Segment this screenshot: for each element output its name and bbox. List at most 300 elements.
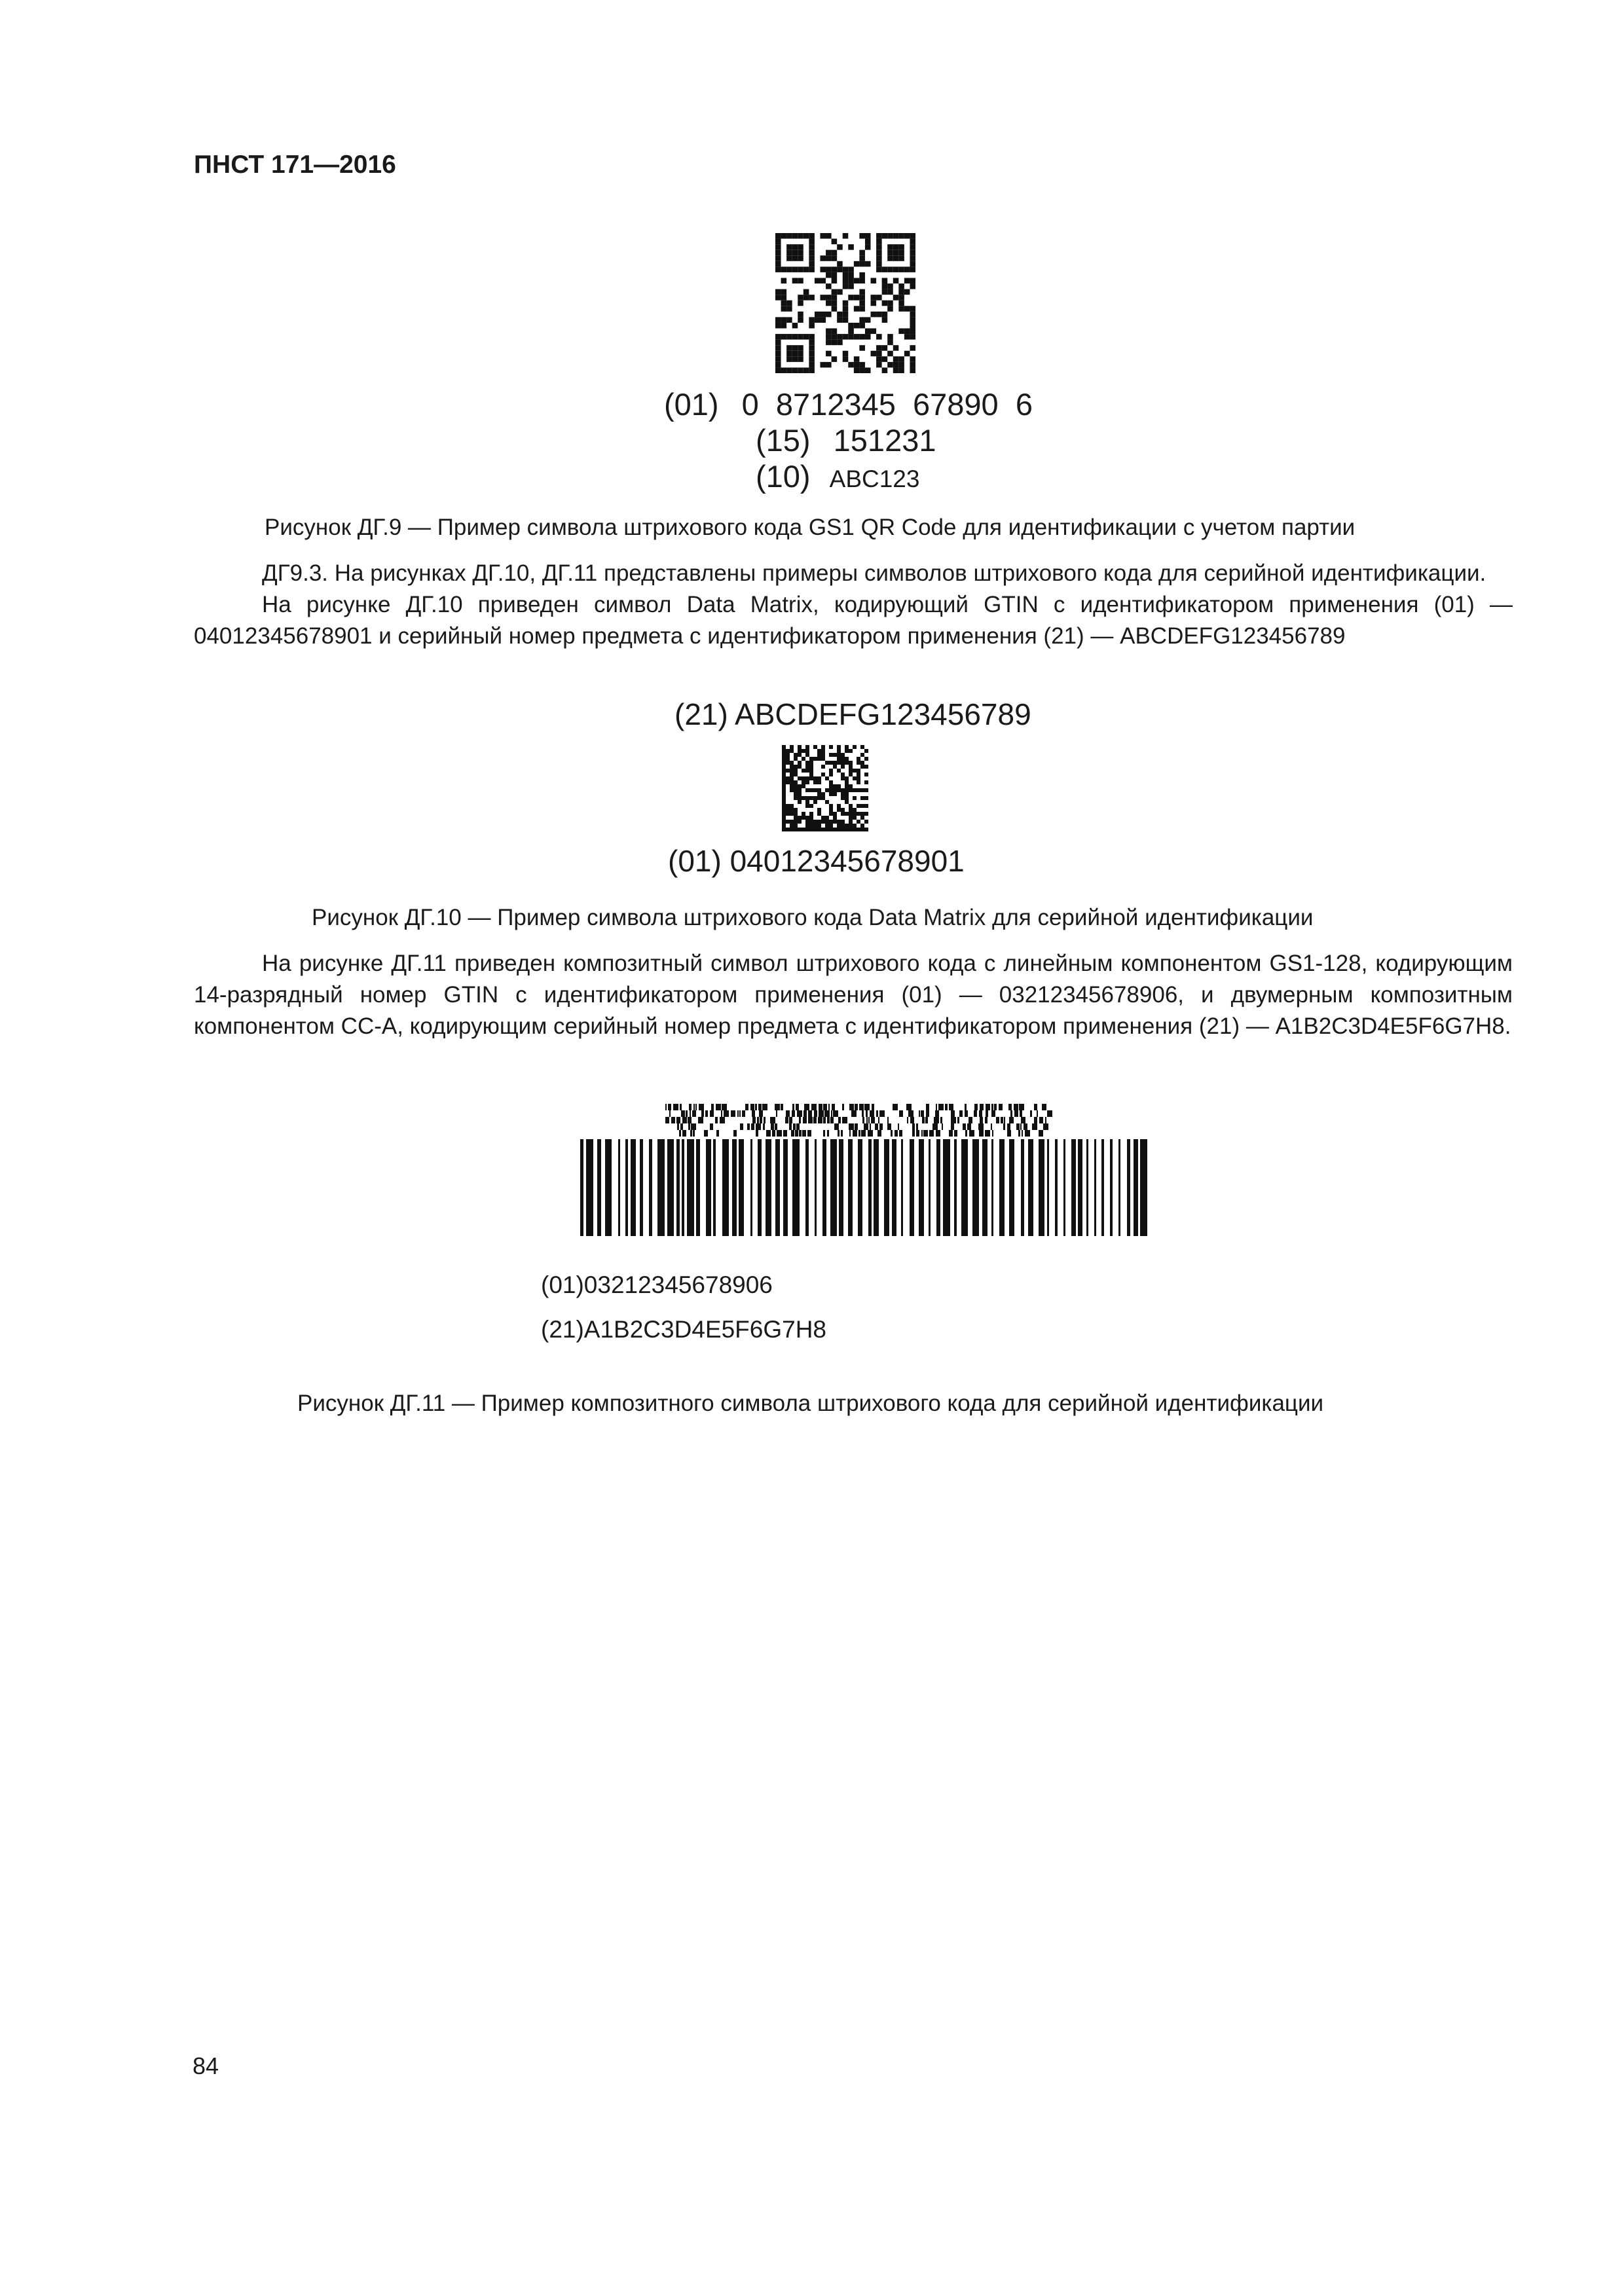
datamatrix-module — [821, 753, 825, 757]
qr-module — [809, 323, 815, 329]
datamatrix-module — [802, 784, 805, 788]
qr-module — [904, 334, 910, 340]
cc-module — [828, 1104, 830, 1110]
datamatrix-module — [829, 761, 833, 765]
cc-module — [994, 1104, 997, 1110]
datamatrix-module — [821, 773, 825, 776]
cc-module — [759, 1110, 763, 1117]
qr-module — [859, 272, 865, 278]
datamatrix-module — [829, 773, 833, 776]
linear-bar — [605, 1139, 612, 1236]
qr-module — [809, 367, 815, 373]
cc-module — [792, 1104, 794, 1110]
datamatrix-module — [813, 745, 817, 749]
cc-module — [1037, 1110, 1038, 1117]
datamatrix-module — [837, 757, 841, 761]
datamatrix-module — [849, 828, 853, 831]
cc-module — [669, 1110, 671, 1117]
qr-module — [809, 266, 815, 272]
cc-module — [676, 1117, 680, 1123]
qr-module — [781, 289, 787, 295]
qr-module — [898, 367, 904, 373]
cc-module — [954, 1130, 957, 1137]
datamatrix-module — [809, 816, 813, 820]
linear-bar — [739, 1139, 744, 1236]
cc-module — [1003, 1123, 1005, 1130]
cc-module — [951, 1117, 956, 1123]
qr-label-15-ai: (15) — [756, 423, 811, 458]
datamatrix-module — [825, 788, 829, 792]
cc-module — [721, 1110, 722, 1117]
datamatrix-module — [805, 824, 809, 828]
cc-module — [811, 1104, 817, 1110]
cc-module — [827, 1117, 830, 1123]
datamatrix-module — [809, 788, 813, 792]
qr-module — [859, 255, 865, 261]
datamatrix-module — [853, 816, 857, 820]
datamatrix-module — [845, 796, 849, 800]
cc-module — [932, 1123, 938, 1130]
datamatrix-module — [857, 757, 860, 761]
cc-module — [819, 1110, 824, 1117]
qr-module — [837, 317, 843, 323]
qr-module — [848, 272, 854, 278]
datamatrix-module — [837, 788, 841, 792]
datamatrix-module — [837, 761, 841, 765]
datamatrix-module — [790, 804, 794, 808]
datamatrix-module — [798, 745, 802, 749]
cc-module — [1009, 1117, 1014, 1123]
qr-module — [809, 345, 815, 351]
cc-module — [978, 1123, 984, 1130]
qr-module — [882, 367, 888, 373]
linear-bar — [1118, 1139, 1120, 1236]
cc-module — [796, 1104, 799, 1110]
cc-module — [1007, 1123, 1010, 1130]
datamatrix-module — [817, 788, 821, 792]
datamatrix-module — [853, 769, 857, 773]
linear-bar — [1047, 1139, 1049, 1236]
linear-bar — [1063, 1139, 1065, 1236]
cc-module — [1025, 1130, 1030, 1137]
qr-module — [775, 351, 781, 357]
datamatrix-module — [794, 773, 798, 776]
cc-module — [936, 1130, 940, 1137]
qr-module — [798, 334, 803, 340]
datamatrix-module — [794, 812, 798, 816]
datamatrix-module — [860, 824, 864, 828]
qr-module — [792, 334, 798, 340]
datamatrix-module — [853, 828, 857, 831]
datamatrix-module — [833, 828, 837, 831]
cc-module — [870, 1123, 871, 1130]
cc-module — [841, 1130, 843, 1137]
datamatrix-module — [790, 820, 794, 824]
qr-module — [887, 351, 893, 357]
qr-module — [887, 233, 893, 239]
cc-module — [1039, 1117, 1043, 1123]
cc-module — [957, 1117, 959, 1123]
qr-module — [904, 329, 910, 335]
qr-module — [854, 362, 860, 368]
qr-module — [775, 295, 781, 301]
qr-module — [826, 233, 832, 239]
datamatrix-module — [845, 812, 849, 816]
datamatrix-module — [825, 824, 829, 828]
datamatrix-module — [782, 780, 786, 784]
datamatrix-module — [825, 761, 829, 765]
datamatrix-module — [849, 808, 853, 812]
datamatrix-module — [805, 765, 809, 769]
datamatrix-module — [853, 796, 857, 800]
cc-module — [770, 1117, 775, 1123]
cc-module — [705, 1110, 708, 1117]
datamatrix-module — [782, 828, 786, 831]
linear-bar — [910, 1139, 914, 1236]
cc-module — [842, 1104, 844, 1110]
qr-module — [859, 301, 865, 306]
qr-module — [848, 334, 854, 340]
datamatrix-module — [864, 828, 868, 831]
cc-module — [682, 1130, 686, 1137]
datamatrix-module — [802, 828, 805, 831]
qr-module — [848, 329, 854, 335]
datamatrix-module — [853, 776, 857, 780]
datamatrix-module — [833, 765, 837, 769]
cc-module — [992, 1130, 993, 1137]
cc-module — [686, 1110, 688, 1117]
datamatrix-module — [833, 788, 837, 792]
qr-module — [910, 233, 915, 239]
cc-module — [949, 1130, 953, 1137]
datamatrix-module — [782, 757, 786, 761]
cc-module — [908, 1110, 913, 1117]
datamatrix-module — [821, 745, 825, 749]
datamatrix-module — [786, 808, 790, 812]
qr-label-01-value: 0 8712345 67890 6 — [741, 387, 1033, 422]
qr-module — [798, 266, 803, 272]
datamatrix-module — [864, 749, 868, 753]
datamatrix-module — [849, 816, 853, 820]
datamatrix-module — [864, 796, 868, 800]
cc-module — [1018, 1130, 1020, 1137]
figure-dg9-caption: Рисунок ДГ.9 — Пример символа штрихового кода GS1 QR Code для идентификации с учетом партии — [265, 515, 1356, 540]
cc-module — [910, 1117, 914, 1123]
qr-module — [904, 289, 910, 295]
datamatrix-module — [849, 769, 853, 773]
cc-module — [752, 1110, 755, 1117]
figure-dg10-caption: Рисунок ДГ.10 — Пример символа штрихового кода Data Matrix для серийной идентификации — [312, 905, 1314, 930]
datamatrix-module — [798, 761, 802, 765]
qr-module — [898, 283, 904, 289]
datamatrix-module — [817, 812, 821, 816]
cc-module — [763, 1123, 765, 1130]
qr-module — [798, 295, 803, 301]
qr-label-10 — [756, 458, 919, 494]
datamatrix-module — [829, 808, 833, 812]
linear-bar — [766, 1139, 771, 1236]
linear-bar — [982, 1139, 987, 1236]
cc-module — [688, 1117, 692, 1123]
cc-module — [974, 1104, 978, 1110]
qr-module — [882, 266, 888, 272]
cc-module — [793, 1123, 796, 1130]
datamatrix-module — [825, 820, 829, 824]
linear-bar — [936, 1139, 940, 1236]
cc-module — [974, 1110, 977, 1117]
linear-bar — [961, 1139, 968, 1236]
qr-module — [859, 345, 865, 351]
linear-bar — [999, 1139, 1005, 1236]
paragraph-dg93-first: ДГ9.3. На рисунках ДГ.10, ДГ.11 представлены примеры символов штрихового кода для серийной идентификации. — [262, 560, 1486, 586]
datamatrix-module — [786, 804, 790, 808]
cc-module — [751, 1123, 754, 1130]
datamatrix-module — [798, 820, 802, 824]
qr-module — [820, 295, 826, 301]
datamatrix-module — [841, 792, 845, 796]
datamatrix-module — [790, 769, 794, 773]
datamatrix-module — [805, 753, 809, 757]
qr-module — [871, 295, 877, 301]
qr-module — [809, 233, 815, 239]
datamatrix-module — [794, 788, 798, 792]
qr-label-10-ai: (10) — [756, 459, 811, 494]
qr-module — [809, 356, 815, 362]
cc-module — [710, 1110, 714, 1117]
qr-module — [876, 351, 882, 357]
qr-module — [820, 266, 826, 272]
datamatrix-module — [841, 824, 845, 828]
qr-module — [832, 250, 838, 256]
cc-module — [799, 1130, 802, 1137]
linear-bar — [815, 1139, 817, 1236]
qr-module — [843, 312, 849, 318]
datamatrix-module — [809, 773, 813, 776]
qr-label-15-value: 151231 — [833, 423, 936, 458]
datamatrix-module — [837, 804, 841, 808]
cc-module — [1043, 1123, 1048, 1130]
qr-module — [792, 351, 798, 357]
qr-module — [781, 317, 787, 323]
datamatrix-module — [805, 788, 809, 792]
cc-module — [1034, 1104, 1037, 1110]
cc-module — [1039, 1130, 1043, 1137]
linear-bar — [839, 1139, 843, 1236]
qr-module — [910, 278, 915, 283]
datamatrix-module — [790, 784, 794, 788]
qr-module — [826, 250, 832, 256]
cc-module — [1016, 1123, 1020, 1130]
qr-module — [832, 306, 838, 312]
qr-module — [786, 244, 792, 250]
datamatrix-module — [845, 792, 849, 796]
linear-bar — [972, 1139, 979, 1236]
cc-module — [859, 1104, 864, 1110]
datamatrix-module — [837, 769, 841, 773]
cc-module — [849, 1130, 851, 1137]
qr-module — [843, 283, 849, 289]
qr-module — [871, 301, 877, 306]
cc-module — [963, 1123, 966, 1130]
datamatrix-module — [813, 776, 817, 780]
datamatrix-module — [802, 780, 805, 784]
qr-module — [792, 367, 798, 373]
datamatrix-module — [849, 773, 853, 776]
datamatrix-module — [841, 828, 845, 831]
datamatrix-module — [833, 820, 837, 824]
cc-module — [912, 1123, 915, 1130]
cc-module — [665, 1117, 669, 1123]
cc-module — [926, 1110, 929, 1117]
cc-module — [690, 1110, 691, 1117]
cc-module — [980, 1117, 983, 1123]
datamatrix-module — [805, 828, 809, 831]
qr-module — [809, 239, 815, 245]
cc-module — [766, 1130, 771, 1137]
datamatrix-module — [798, 753, 802, 757]
qr-module — [786, 250, 792, 256]
qr-module — [876, 266, 882, 272]
linear-bar — [874, 1139, 879, 1236]
cc-module — [895, 1130, 898, 1137]
datamatrix-module — [802, 812, 805, 816]
page-number: 84 — [193, 2052, 219, 2079]
qr-module — [826, 295, 832, 301]
cc-module — [731, 1110, 735, 1117]
datamatrix-module — [805, 820, 809, 824]
datamatrix-module — [786, 749, 790, 753]
datamatrix-module — [857, 828, 860, 831]
cc-module — [965, 1130, 967, 1137]
cc-module — [681, 1110, 685, 1117]
qr-module — [843, 317, 849, 323]
datamatrix-module — [860, 816, 864, 820]
cc-module — [851, 1110, 857, 1117]
cc-module — [789, 1123, 792, 1130]
datamatrix-module — [813, 788, 817, 792]
qr-module — [798, 301, 803, 306]
datamatrix-module — [857, 812, 860, 816]
datamatrix-module — [805, 769, 809, 773]
datamatrix-module — [821, 816, 825, 820]
datamatrix-module — [853, 745, 857, 749]
cc-module — [775, 1123, 777, 1130]
datamatrix-module — [809, 765, 813, 769]
qr-module — [854, 356, 860, 362]
datamatrix-module — [849, 784, 853, 788]
datamatrix-module — [790, 788, 794, 792]
qr-module — [904, 266, 910, 272]
barcode-label-01: (01)03212345678906 — [541, 1271, 773, 1298]
datamatrix-module — [845, 745, 849, 749]
linear-bar — [1039, 1139, 1044, 1236]
qr-module — [898, 301, 904, 306]
cc-module — [912, 1130, 915, 1137]
datamatrix-module — [825, 776, 829, 780]
linear-bar — [687, 1139, 694, 1236]
qr-module — [837, 289, 843, 295]
qr-module — [882, 233, 888, 239]
datamatrix-module — [864, 820, 868, 824]
datamatrix-module — [857, 820, 860, 824]
qr-module — [848, 283, 854, 289]
cc-module — [668, 1104, 671, 1110]
cc-module — [795, 1130, 798, 1137]
qr-module — [803, 266, 809, 272]
qr-module — [876, 233, 882, 239]
datamatrix-module — [794, 765, 798, 769]
linear-bar — [929, 1139, 931, 1236]
datamatrix-module — [809, 824, 813, 828]
qr-module — [882, 301, 888, 306]
datamatrix-module — [794, 828, 798, 831]
qr-module — [882, 345, 888, 351]
qr-module — [786, 233, 792, 239]
qr-label-01-ai: (01) — [664, 387, 719, 422]
datamatrix-module — [845, 824, 849, 828]
linear-bar — [1134, 1139, 1138, 1236]
cc-module — [842, 1117, 847, 1123]
cc-module — [720, 1117, 725, 1123]
cc-module — [762, 1104, 767, 1110]
datamatrix-module — [860, 828, 864, 831]
qr-module — [809, 362, 815, 368]
cc-module — [838, 1130, 840, 1137]
qr-module — [882, 283, 888, 289]
qr-module — [832, 272, 838, 278]
qr-module — [859, 317, 865, 323]
datamatrix-module — [782, 820, 786, 824]
qr-module — [859, 323, 865, 329]
qr-module — [820, 312, 826, 318]
cc-module — [1008, 1104, 1012, 1110]
qr-module — [832, 278, 838, 283]
datamatrix-module — [782, 812, 786, 816]
qr-module — [893, 345, 899, 351]
cc-module — [691, 1123, 696, 1130]
datamatrix-module — [782, 765, 786, 769]
datamatrix-module — [798, 776, 802, 780]
qr-module — [781, 367, 787, 373]
qr-module — [904, 233, 910, 239]
cc-module — [935, 1110, 939, 1117]
linear-bar — [1140, 1139, 1147, 1236]
linear-bar — [783, 1139, 788, 1236]
qr-module — [854, 278, 860, 283]
qr-module — [910, 362, 915, 368]
datamatrix-module — [860, 812, 864, 816]
qr-module — [854, 261, 860, 267]
qr-module — [882, 317, 888, 323]
datamatrix-module — [790, 780, 794, 784]
paragraph-dg11-text: На рисунке ДГ.11 приведен композитный символ штрихового кода с линейным компонентом GS1-128, кодирующим 14-разрядный номер GTIN с идентификатором применения (01) — 03212345678906, и двумерным композитным компонентом CC-A, кодирующим серийный номер предмета с идентификатором применения (21) — A1B2C3D4E5F6G7H8. — [194, 951, 1513, 1039]
datamatrix-module — [794, 808, 798, 812]
qr-module — [786, 306, 792, 312]
qr-module — [876, 244, 882, 250]
qr-module — [843, 278, 849, 283]
datamatrix-module — [813, 824, 817, 828]
qr-module — [832, 239, 838, 245]
qr-module — [837, 334, 843, 340]
cc-module — [868, 1117, 870, 1123]
datamatrix-module — [853, 812, 857, 816]
cc-module — [803, 1117, 807, 1123]
datamatrix-module — [805, 804, 809, 808]
datamatrix-module — [817, 757, 821, 761]
qr-module — [898, 266, 904, 272]
qr-module — [781, 278, 787, 283]
datamatrix-module — [794, 816, 798, 820]
